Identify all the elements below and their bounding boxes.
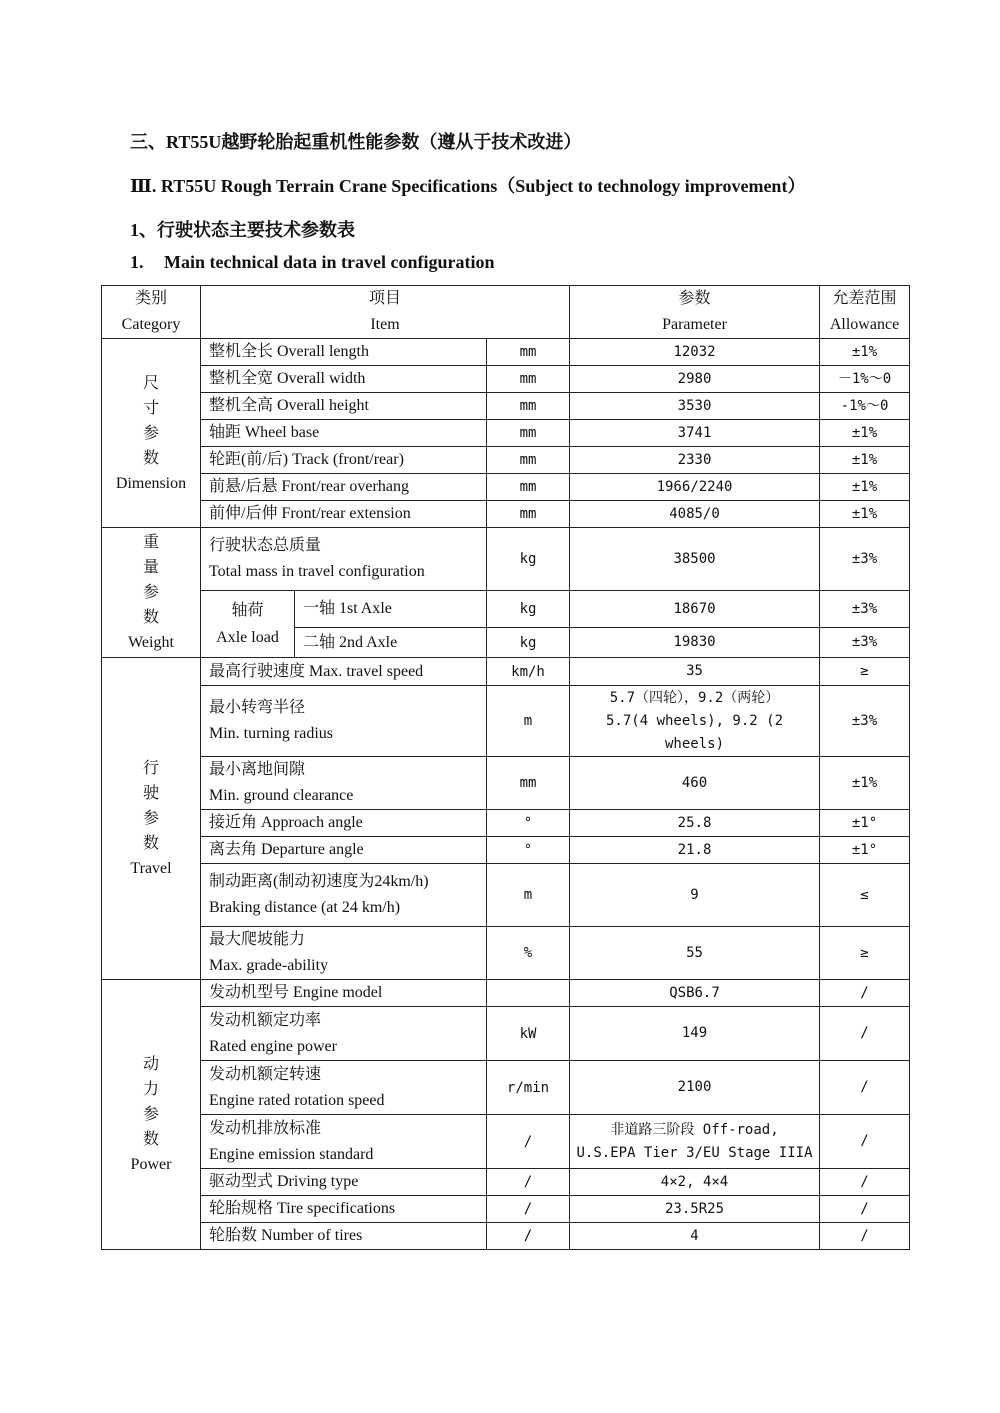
table-row	[102, 528, 910, 591]
allowance-cell: ≤	[820, 864, 910, 927]
table-row	[102, 1169, 910, 1196]
item-cell: 二轴 2nd Axle	[295, 628, 487, 658]
allowance-cell: ±1°	[820, 810, 910, 837]
allowance-cell: ±3%	[820, 528, 910, 591]
value-cell: 460	[570, 757, 820, 810]
allowance-cell: ±1%	[820, 420, 910, 447]
allowance-cell: /	[820, 1007, 910, 1061]
item-cell: 整机全宽 Overall width	[201, 366, 487, 393]
allowance-cell: ±1%	[820, 339, 910, 366]
section-text: Main technical data in travel configuration	[164, 252, 495, 272]
item-cell: 最小转弯半径 Min. turning radius	[201, 686, 487, 757]
allowance-cell: ±1%	[820, 501, 910, 528]
chinese-section-heading: 1、行驶状态主要技术参数表	[130, 220, 355, 240]
allowance-cell: －1%～0	[820, 366, 910, 393]
table-row	[102, 474, 910, 501]
header-parameter: 参数 Parameter	[570, 286, 820, 339]
unit-cell: kg	[487, 528, 570, 591]
table-row	[102, 1061, 910, 1115]
value-cell: 23.5R25	[570, 1196, 820, 1223]
item-cell: 前伸/后伸 Front/rear extension	[201, 501, 487, 528]
unit-cell: kg	[487, 628, 570, 658]
unit-cell: %	[487, 927, 570, 980]
item-cell: 离去角 Departure angle	[201, 837, 487, 864]
value-cell: 35	[570, 658, 820, 686]
allowance-cell: ≥	[820, 927, 910, 980]
value-cell: 3530	[570, 393, 820, 420]
value-cell: 19830	[570, 628, 820, 658]
unit-cell: km/h	[487, 658, 570, 686]
header-item: 项目 Item	[201, 286, 570, 339]
table-header-row	[102, 286, 910, 339]
table-row	[102, 591, 910, 628]
table-row	[102, 1115, 910, 1169]
value-cell: 5.7（四轮），9.2（两轮） 5.7(4 wheels), 9.2 (2 wheels)	[570, 686, 820, 757]
unit-cell: °	[487, 837, 570, 864]
item-cell: 最高行驶速度 Max. travel speed	[201, 658, 487, 686]
table-row	[102, 1223, 910, 1250]
item-cell: 整机全高 Overall height	[201, 393, 487, 420]
unit-cell: m	[487, 864, 570, 927]
value-cell: 21.8	[570, 837, 820, 864]
table-row	[102, 1196, 910, 1223]
unit-cell: kg	[487, 591, 570, 628]
unit-cell	[487, 980, 570, 1007]
allowance-cell: -1%～0	[820, 393, 910, 420]
value-cell: 4×2, 4×4	[570, 1169, 820, 1196]
unit-cell: mm	[487, 393, 570, 420]
axle-load-cell: 轴荷 Axle load	[201, 591, 295, 658]
table-row	[102, 658, 910, 686]
allowance-cell: /	[820, 1223, 910, 1250]
category-power: 动 力 参 数 Power	[102, 980, 201, 1250]
unit-cell: mm	[487, 757, 570, 810]
item-cell: 前悬/后悬 Front/rear overhang	[201, 474, 487, 501]
spec-table	[101, 285, 910, 1250]
category-weight: 重 量 参 数 Weight	[102, 528, 201, 658]
allowance-cell: ±1%	[820, 474, 910, 501]
unit-cell: mm	[487, 420, 570, 447]
allowance-cell: ±3%	[820, 591, 910, 628]
value-cell: 1966/2240	[570, 474, 820, 501]
value-cell: 18670	[570, 591, 820, 628]
allowance-cell: ±3%	[820, 628, 910, 658]
unit-cell: mm	[487, 474, 570, 501]
allowance-cell: ±3%	[820, 686, 910, 757]
unit-cell: mm	[487, 339, 570, 366]
value-cell: 4	[570, 1223, 820, 1250]
category-dimension: 尺 寸 参 数 Dimension	[102, 339, 201, 528]
table-row	[102, 686, 910, 757]
unit-cell: m	[487, 686, 570, 757]
value-cell: 38500	[570, 528, 820, 591]
item-cell: 最大爬坡能力 Max. grade-ability	[201, 927, 487, 980]
item-cell: 一轴 1st Axle	[295, 591, 487, 628]
unit-cell: r/min	[487, 1061, 570, 1115]
item-cell: 轮胎规格 Tire specifications	[201, 1196, 487, 1223]
item-cell: 轮胎数 Number of tires	[201, 1223, 487, 1250]
unit-cell: mm	[487, 366, 570, 393]
allowance-cell: /	[820, 1169, 910, 1196]
allowance-cell: ±1°	[820, 837, 910, 864]
allowance-cell: ≥	[820, 658, 910, 686]
table-row	[102, 339, 910, 366]
item-cell: 制动距离(制动初速度为24km/h) Braking distance (at 24 km/h)	[201, 864, 487, 927]
english-title: Ⅲ. RT55U Rough Terrain Crane Specifications（Subject to technology improvement）	[130, 176, 806, 196]
unit-cell: /	[487, 1169, 570, 1196]
table-row	[102, 501, 910, 528]
item-cell: 行驶状态总质量 Total mass in travel configuration	[201, 528, 487, 591]
allowance-cell: /	[820, 1196, 910, 1223]
item-cell: 驱动型式 Driving type	[201, 1169, 487, 1196]
value-cell: 4085/0	[570, 501, 820, 528]
item-cell: 整机全长 Overall length	[201, 339, 487, 366]
value-cell: 149	[570, 1007, 820, 1061]
english-section-heading	[130, 252, 494, 273]
item-cell: 发动机型号 Engine model	[201, 980, 487, 1007]
value-cell: 3741	[570, 420, 820, 447]
allowance-cell: /	[820, 1115, 910, 1169]
item-cell: 发动机额定功率 Rated engine power	[201, 1007, 487, 1061]
unit-cell: mm	[487, 447, 570, 474]
table-row	[102, 980, 910, 1007]
item-cell: 轴距 Wheel base	[201, 420, 487, 447]
table-row	[102, 810, 910, 837]
unit-cell: /	[487, 1115, 570, 1169]
table-row	[102, 837, 910, 864]
header-allowance: 允差范围 Allowance	[820, 286, 910, 339]
section-number: 1.	[130, 252, 144, 272]
table-row	[102, 447, 910, 474]
table-row	[102, 864, 910, 927]
unit-cell: /	[487, 1223, 570, 1250]
item-cell: 接近角 Approach angle	[201, 810, 487, 837]
table-row	[102, 420, 910, 447]
value-cell: 55	[570, 927, 820, 980]
category-travel: 行 驶 参 数 Travel	[102, 658, 201, 980]
table-row	[102, 393, 910, 420]
allowance-cell: /	[820, 1061, 910, 1115]
header-category: 类别 Category	[102, 286, 201, 339]
unit-cell: kW	[487, 1007, 570, 1061]
table-row	[102, 366, 910, 393]
unit-cell: °	[487, 810, 570, 837]
value-cell: 25.8	[570, 810, 820, 837]
value-cell: 非道路三阶段 Off-road, U.S.EPA Tier 3/EU Stage IIIA	[570, 1115, 820, 1169]
item-cell: 发动机排放标准 Engine emission standard	[201, 1115, 487, 1169]
table-row	[102, 757, 910, 810]
value-cell: 2330	[570, 447, 820, 474]
value-cell: 2100	[570, 1061, 820, 1115]
allowance-cell: ±1%	[820, 447, 910, 474]
item-cell: 发动机额定转速 Engine rated rotation speed	[201, 1061, 487, 1115]
item-cell: 轮距(前/后) Track (front/rear)	[201, 447, 487, 474]
allowance-cell: /	[820, 980, 910, 1007]
table-row	[102, 1007, 910, 1061]
table-row	[102, 927, 910, 980]
chinese-title: 三、RT55U越野轮胎起重机性能参数（遵从于技术改进）	[130, 132, 582, 152]
unit-cell: /	[487, 1196, 570, 1223]
value-cell: 9	[570, 864, 820, 927]
value-cell: 12032	[570, 339, 820, 366]
allowance-cell: ±1%	[820, 757, 910, 810]
unit-cell: mm	[487, 501, 570, 528]
value-cell: 2980	[570, 366, 820, 393]
value-cell: QSB6.7	[570, 980, 820, 1007]
item-cell: 最小离地间隙 Min. ground clearance	[201, 757, 487, 810]
